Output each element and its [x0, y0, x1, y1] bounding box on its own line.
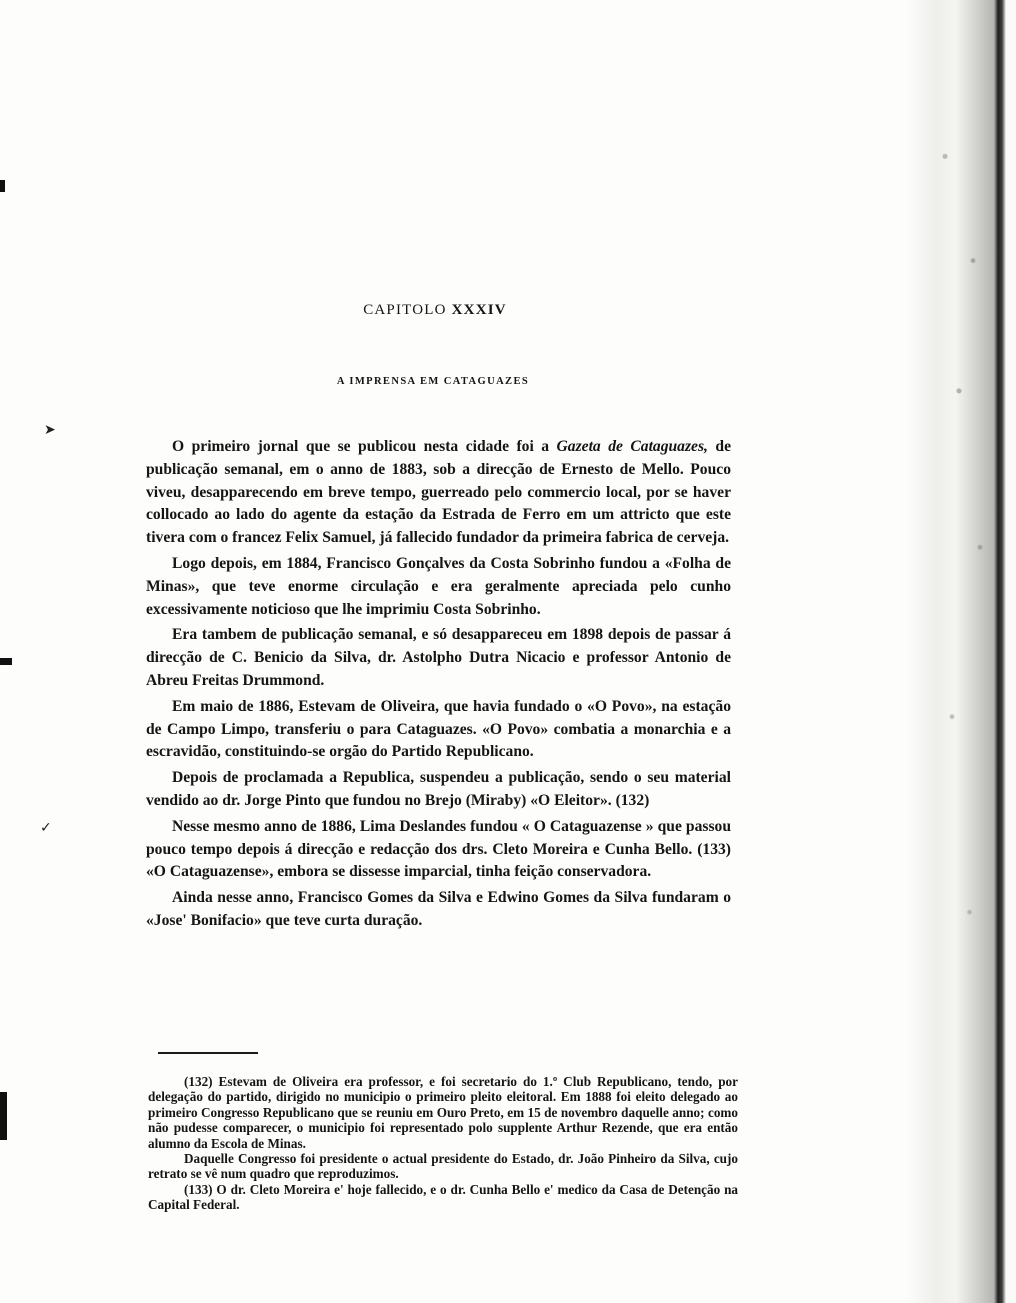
paragraph: Ainda nesse anno, Francisco Gomes da Silva e Edwino Gomes da Silva fundaram o «Jose' Bonifacio» que teve curta duração. [146, 889, 731, 929]
scan-mark [0, 180, 5, 192]
footnote: (132) Estevam de Oliveira era professor, e foi secretario do 1.º Club Republicano, tendo, por delegação do partido, dirigido no municipio o primeiro pleito eleitoral. Em 1888 foi eleito delegado ao primeiro Congresso Republicano que se reuniu em Ouro Preto, em 15 de novembro daquelle anno; como não pudesse comparecer, o municipio foi representado polo supplente Arthur Rezende, que era então alumno da Escola de Minas. [148, 1074, 738, 1151]
paragraph: Depois de proclamada a Republica, suspendeu a publicação, sendo o seu material vendido ao dr. Jorge Pinto que fundou no Brejo (Miraby) «O Eleitor». (132) [146, 769, 731, 809]
body-text [146, 436, 731, 936]
scan-mark [0, 1092, 7, 1140]
paragraph: Logo depois, em 1884, Francisco Gonçalves da Costa Sobrinho fundou a «Folha de Minas», que teve enorme circulação e era geralmente apreciada pelo cunho excessivamente noticioso que lhe imprimiu Costa Sobrinho. [146, 554, 731, 618]
section-title: A IMPRENSA EM CATAGUAZES [336, 376, 530, 387]
paragraph: Nesse mesmo anno de 1886, Lima Deslandes fundou « O Cataguazense » que passou pouco tempo depois á direcção e redacção dos drs. Cleto Moreira e Cunha Bello. (133) «O Cataguazense», embora se dissesse imparcial, tinha feição conservadora. [146, 817, 731, 881]
footnotes [148, 1074, 738, 1213]
paragraph: O primeiro jornal que se publicou nesta cidade foi a Gazeta de Cataguazes, de publicação semanal, em o anno de 1883, sob a direcção de Ernesto de Mello. Pouco viveu, desapparecendo em breve tempo, guerreado pelo commercio local, por se haver collocado ao lado do agente da estação da Estrada de Ferro em um attricto que este tivera com o francez Felix Samuel, já fallecido fundador da primeira fabrica de cerveja. [146, 438, 731, 547]
footnote: Daquelle Congresso foi presidente o actual presidente do Estado, dr. João Pinheiro da Silva, cujo retrato se vê num quadro que reproduzimos. [148, 1151, 738, 1182]
margin-mark: ➤ [44, 422, 56, 438]
chapter-number: XXXIV [451, 302, 507, 318]
chapter-prefix: CAPITOLO [363, 302, 452, 318]
scan-mark [0, 658, 12, 665]
footnote: (133) O dr. Cleto Moreira e' hoje fallecido, e o dr. Cunha Bello e' medico da Casa de Detenção na Capital Federal. [148, 1181, 738, 1213]
paragraph: Era tambem de publicação semanal, e só desappareceu em 1898 depois de passar á direcção de C. Benicio da Silva, dr. Astolpho Dutra Nicacio e professor Antonio de Abreu Freitas Drummond. [146, 626, 731, 689]
newspaper-title: Gazeta de Cataguazes, [556, 438, 708, 455]
footnote-divider [158, 1052, 258, 1054]
margin-mark: ✓ [40, 820, 52, 836]
page-binding-edge [906, 0, 1016, 1303]
chapter-heading [0, 302, 870, 319]
paragraph: Em maio de 1886, Estevam de Oliveira, que havia fundado o «O Povo», na estação de Campo Limpo, transferiu o para Cataguazes. «O Povo» combatia a monarchia e a escravidão, constituindo-se orgão do Partido Republicano. [146, 697, 731, 761]
